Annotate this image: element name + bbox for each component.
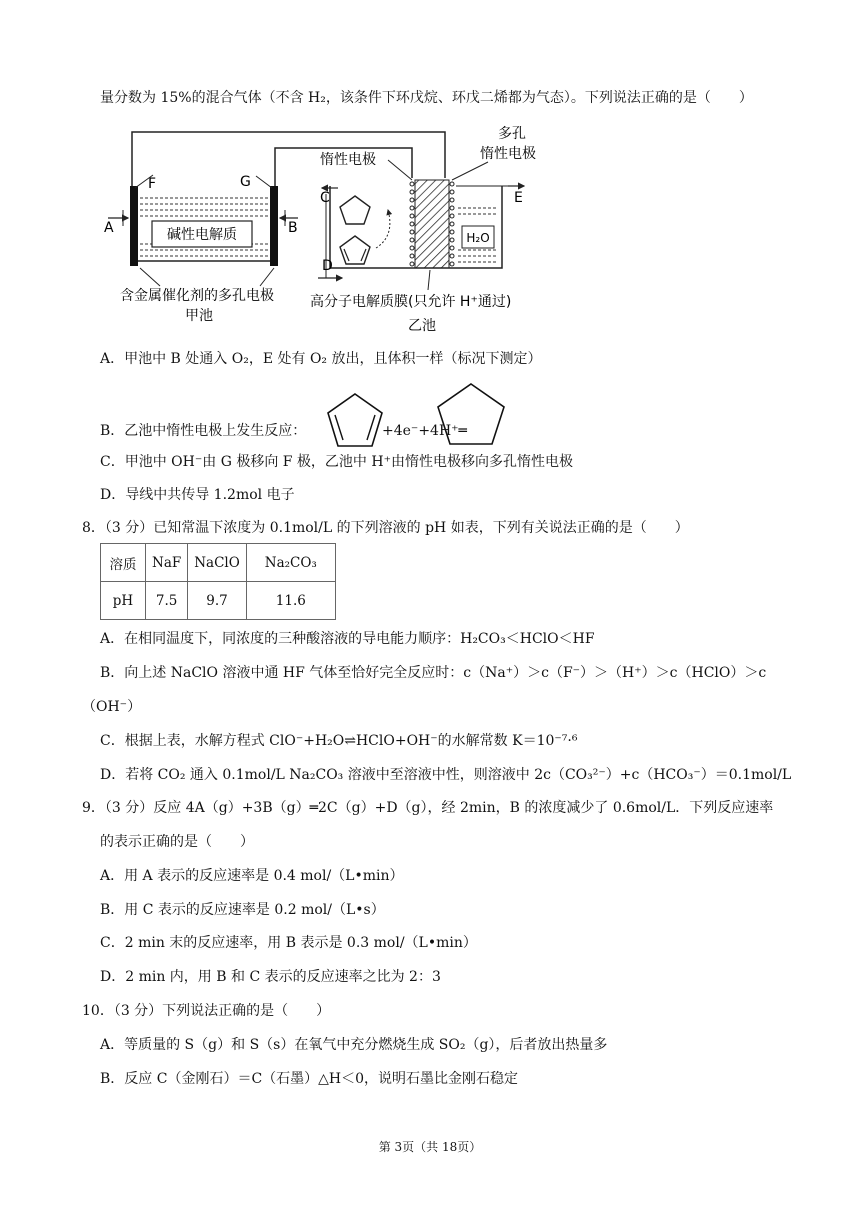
label-inert: 惰性电极 [320,152,376,168]
cyclopentadiene-structure [322,390,388,456]
label-G: G [240,174,251,190]
q8-stem: 8．（3 分）已知常温下浓度为 0.1mol/L 的下列溶液的 pH 如表，下列有关说法正确的是（ ） [82,520,689,536]
q7-option-b-mid: +4e⁻+4H⁺═ [382,423,467,439]
electrolysis-diagram [90,118,570,347]
table-cell: pH [101,582,146,620]
table-cell: 9.7 [188,582,247,620]
q8-option-b-line1: B．向上述 NaClO 溶液中通 HF 气体至恰好完全反应时：c（Na⁺）＞c（F⁻）＞（H⁺）＞c（HClO）＞c [100,665,767,681]
label-cell-a: 甲池 [185,308,213,324]
label-F: F [148,176,157,192]
q8-option-b-line2: （OH⁻） [82,699,142,715]
q10-stem: 10．（3 分）下列说法正确的是（ ） [82,1003,331,1019]
table-cell: 7.5 [146,582,188,620]
q7-intro: 量分数为 15%的混合气体（不含 H₂，该条件下环戊烷、环戊二烯都为气态）。下列说法正确的是（ ） [100,90,753,106]
label-B: B [288,220,298,236]
table-cell: 溶质 [101,544,146,582]
label-C: C [320,190,330,206]
label-membrane: 高分子电解质膜(只允许 H⁺通过) [310,294,512,310]
q9-option-c: C．2 min 末的反应速率，用 B 表示是 0.3 mol/（L•min） [100,935,477,951]
q9-stem-line2: 的表示正确的是（ ） [100,834,254,850]
label-A: A [104,220,114,236]
q7-option-a: A．甲池中 B 处通入 O₂，E 处有 O₂ 放出，且体积一样（标况下测定） [100,351,542,367]
q9-stem-line1: 9．（3 分）反应 4A（g）+3B（g）═2C（g）+D（g），经 2min，B 的浓度减少了 0.6mol/L．下列反应速率 [82,800,774,816]
q10-option-b: B．反应 C（金刚石）＝C（石墨）△H＜0，说明石墨比金刚石稳定 [100,1071,519,1087]
q7-option-d: D．导线中共传导 1.2mol 电子 [100,487,295,503]
label-cell-b: 乙池 [408,318,436,334]
label-h2o: H₂O [466,231,490,245]
table-cell: NaClO [188,544,247,582]
membrane [415,180,449,268]
q8-option-c: C．根据上表，水解方程式 ClO⁻+H₂O⇌HClO+OH⁻的水解常数 K＝10⁻⁷·⁶ [100,733,578,749]
cyclopentane-structure [434,380,508,454]
electrode-G [270,186,278,266]
table-row [101,544,336,582]
table-cell: Na₂CO₃ [246,544,335,582]
label-D: D [322,258,333,274]
q7-option-b-prefix: B．乙池中惰性电极上发生反应： [100,423,307,439]
wire-left [132,132,445,190]
cell-a [104,174,298,266]
cyclopentane-shape [340,196,370,224]
q9-option-a: A．用 A 表示的反应速率是 0.4 mol/（L•min） [100,868,404,884]
label-porous-1: 多孔 [498,126,526,142]
ph-table [100,543,336,620]
label-alkaline: 碱性电解质 [167,227,237,243]
q8-option-d: D．若将 CO₂ 通入 0.1mol/L Na₂CO₃ 溶液中至溶液中性，则溶液中 2c（CO₃²⁻）+c（HCO₃⁻）＝0.1mol/L [100,767,792,783]
q7-option-c: C．甲池中 OH⁻由 G 极移向 F 极，乙池中 H⁺由惰性电极移向多孔惰性电极 [100,454,573,470]
label-porous-2: 惰性电极 [480,146,536,162]
electrode-F [130,186,138,266]
page-footer: 第 3页（共 18页） [378,1140,482,1154]
label-catalyst: 含金属催化剂的多孔电极 [120,288,274,304]
table-cell: 11.6 [246,582,335,620]
label-E: E [514,190,523,206]
table-cell: NaF [146,544,188,582]
q8-option-a: A．在相同温度下，同浓度的三种酸溶液的导电能力顺序：H₂CO₃＜HClO＜HF [100,631,595,647]
table-row [101,582,336,620]
q9-option-b: B．用 C 表示的反应速率是 0.2 mol/（L•s） [100,902,385,918]
q9-option-d: D．2 min 内，用 B 和 C 表示的反应速率之比为 2：3 [100,969,441,985]
q10-option-a: A．等质量的 S（g）和 S（s）在氧气中充分燃烧生成 SO₂（g），后者放出热量多 [100,1037,608,1053]
